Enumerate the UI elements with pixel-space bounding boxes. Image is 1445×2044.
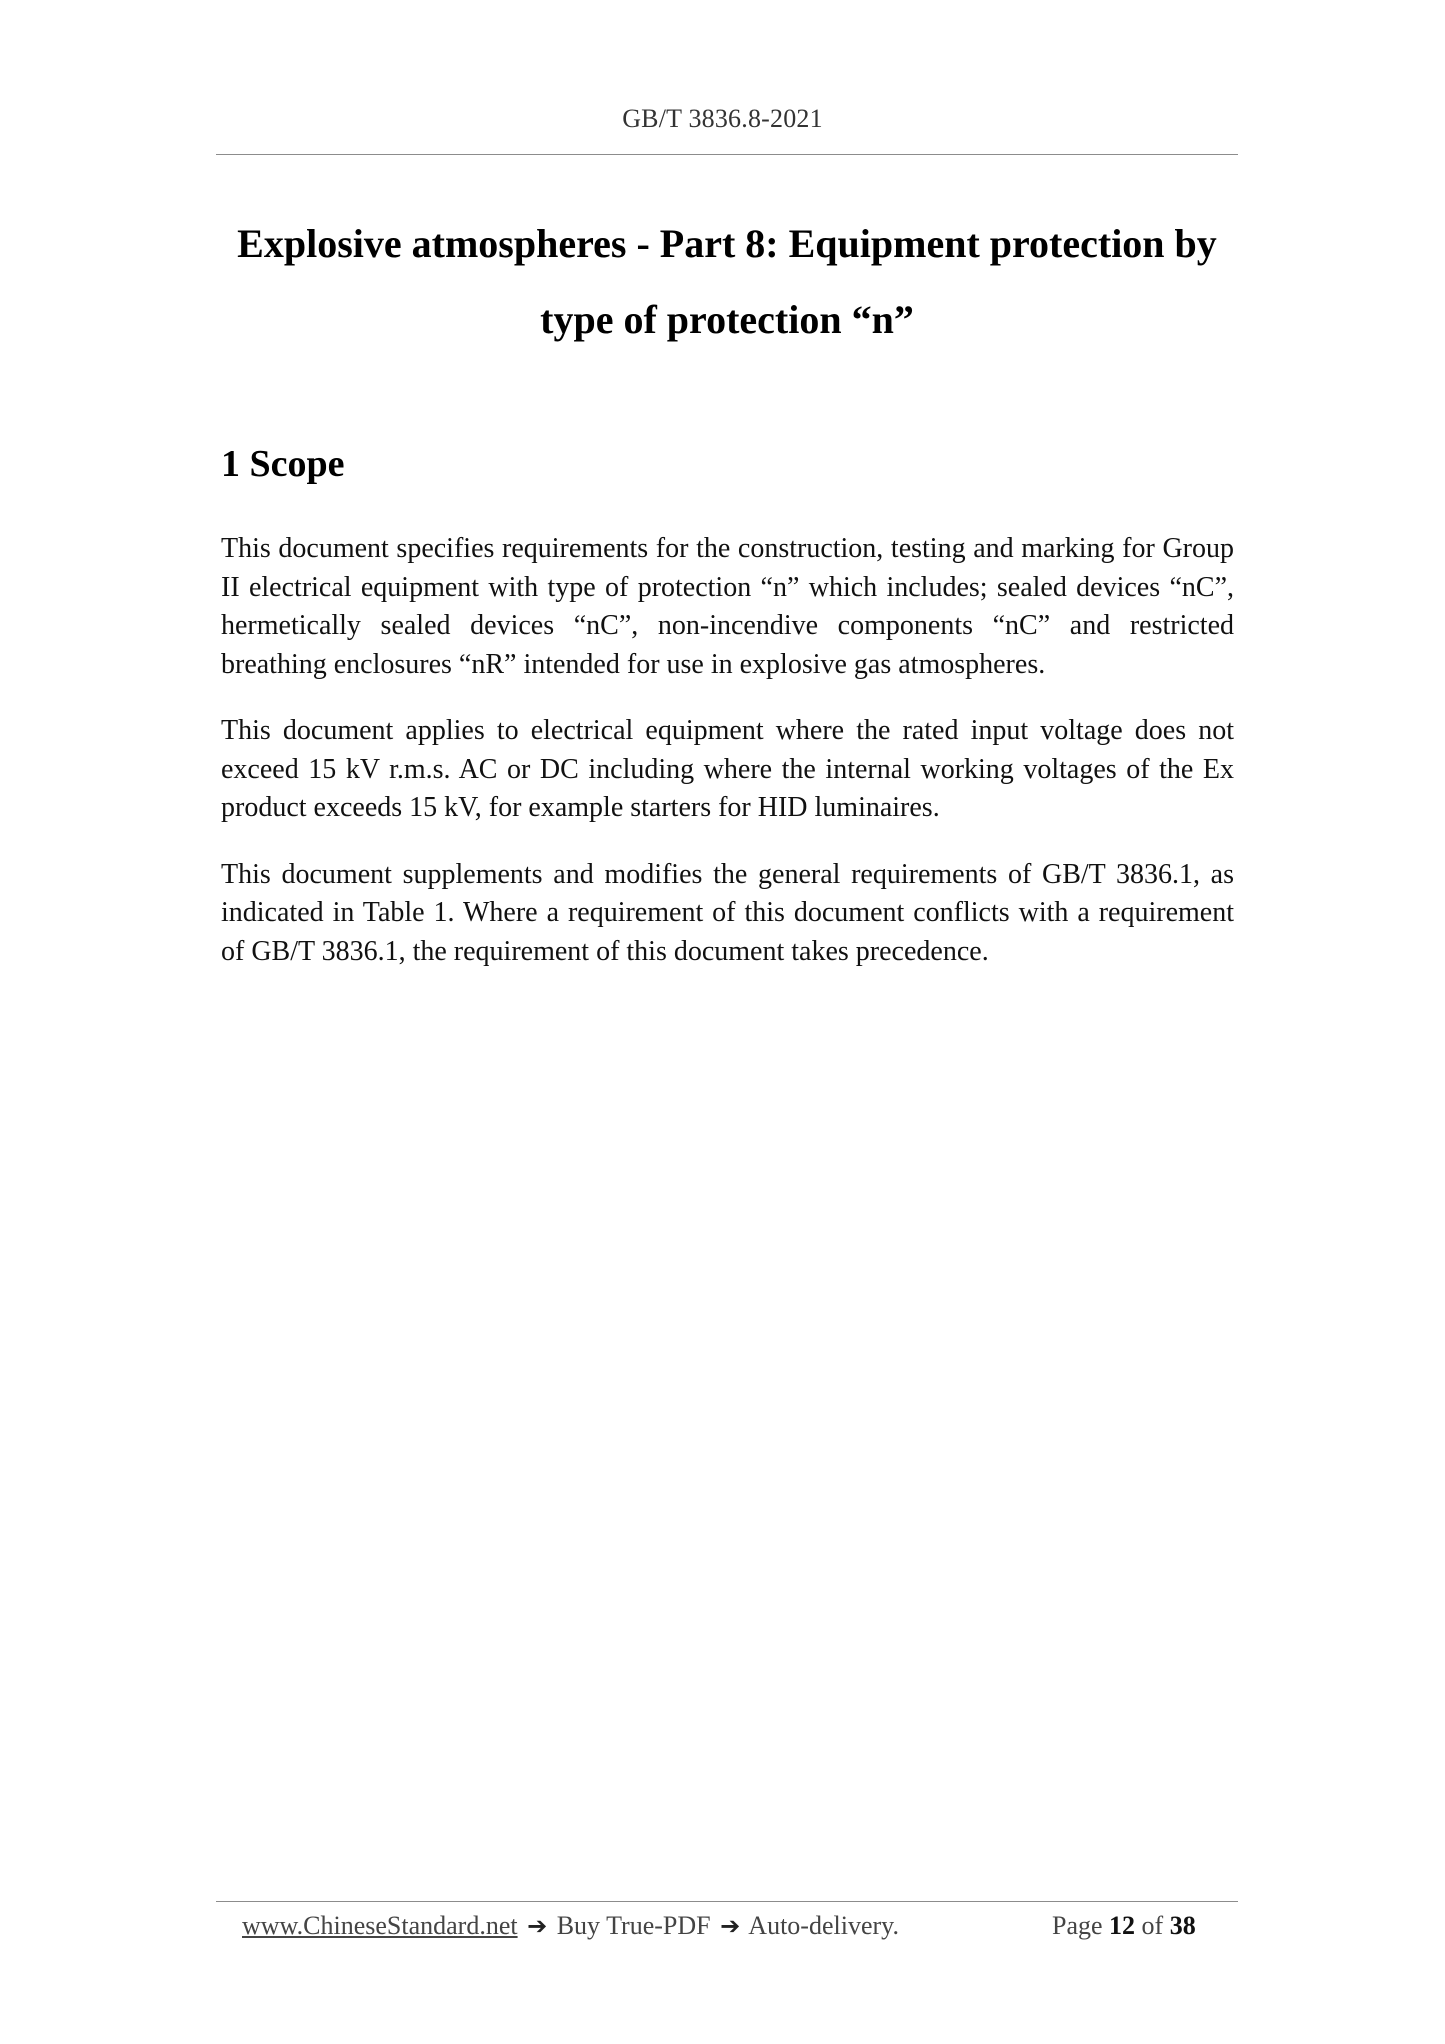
scope-paragraph-3: This document supplements and modifies the general requirements of GB/T 3836.1, as indicated in Table 1. Where a requirement of this document conflicts with a requirement of GB/T 3836.1, the requirement of this document takes precedence. bbox=[221, 858, 1234, 967]
page-label: Page bbox=[1052, 1911, 1103, 1940]
arrow-right-icon: ➔ bbox=[527, 1912, 548, 1940]
footer-buy-text: Buy True-PDF bbox=[556, 1911, 711, 1940]
page-current: 12 bbox=[1109, 1911, 1136, 1940]
header-divider bbox=[216, 154, 1238, 155]
arrow-right-icon: ➔ bbox=[720, 1912, 741, 1940]
page-total: 38 bbox=[1169, 1911, 1196, 1940]
scope-paragraph-2: This document applies to electrical equipment where the rated input voltage does not exceed 15 kV r.m.s. AC or DC including where the internal working voltages of the Ex product exceeds 15 kV, for example starters for HID luminaires. bbox=[221, 715, 1234, 823]
document-title bbox=[216, 206, 1238, 358]
document-title-line-1: Explosive atmospheres - Part 8: Equipment protection by bbox=[237, 221, 1217, 266]
scope-paragraph-1: This document specifies requirements for the construction, testing and marking for Group II electrical equipment with type of protection “n” which includes; sealed devices “nC”, hermetically sealed devices “nC”, non-incendive components “nC” and restricted breathing enclosures “nR” intended for use in explosive gas atmospheres. bbox=[221, 533, 1234, 680]
document-title-line-2: type of protection “n” bbox=[540, 297, 914, 342]
page-of-label: of bbox=[1141, 1911, 1164, 1940]
footer-delivery-text: Auto-delivery. bbox=[748, 1911, 899, 1940]
header-standard-code: GB/T 3836.8-2021 bbox=[622, 104, 823, 133]
scope-body bbox=[221, 530, 1234, 999]
footer-promo bbox=[242, 1906, 899, 1946]
footer-website-link[interactable]: www.ChineseStandard.net bbox=[242, 1911, 518, 1940]
footer-divider bbox=[216, 1901, 1238, 1902]
section-heading-scope: 1 Scope bbox=[221, 443, 345, 485]
page-number bbox=[1052, 1906, 1196, 1946]
